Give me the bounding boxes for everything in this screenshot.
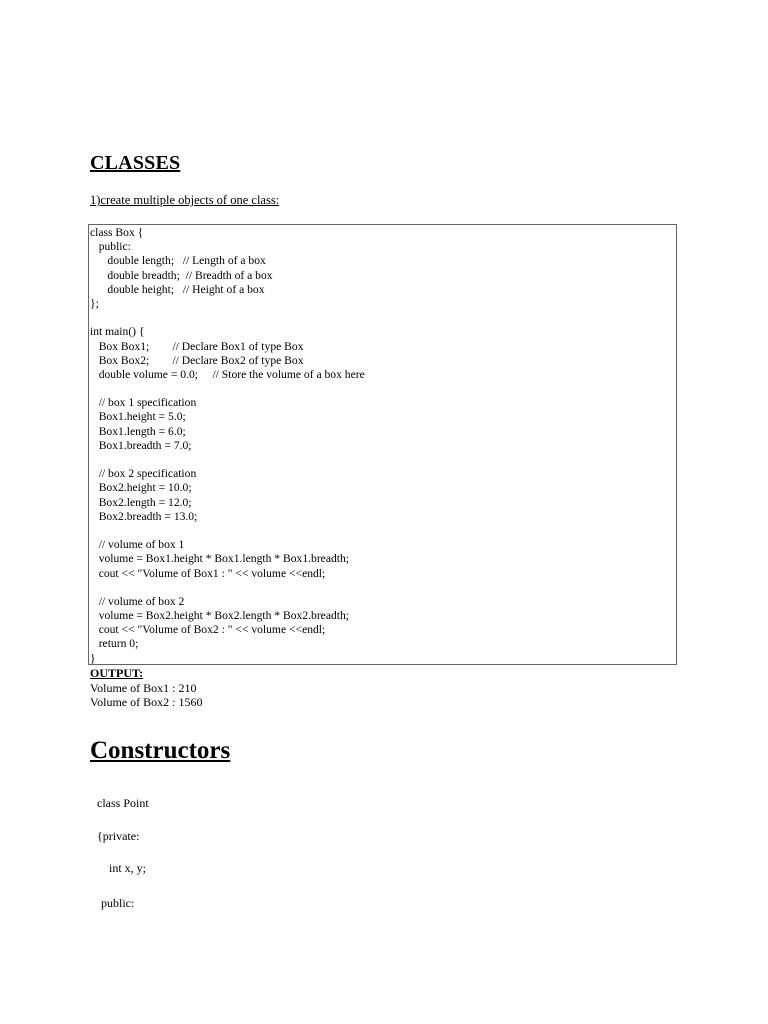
code-line: return 0;	[90, 637, 139, 651]
code-line: cout << "Volume of Box1 : " << volume <<endl;	[90, 566, 326, 580]
code-line: class Box {	[90, 226, 144, 239]
code-line: Box1.height = 5.0;	[90, 410, 186, 424]
code-line: Box Box2; // Declare Box2 of type Box	[90, 353, 304, 367]
constructor-code-line: int x, y;	[109, 861, 147, 875]
code-line: // box 1 specification	[90, 396, 197, 410]
code-line	[90, 453, 676, 467]
code-line: double breadth; // Breadth of a box	[90, 268, 273, 282]
code-line: volume = Box2.height * Box2.length * Box2.breadth;	[90, 609, 350, 623]
code-line: Box Box1; // Declare Box1 of type Box	[90, 339, 304, 353]
output-label: OUTPUT:	[90, 666, 144, 680]
code-line: };	[90, 296, 99, 310]
code-line	[90, 311, 676, 325]
code-line: Box2.length = 12.0;	[90, 495, 192, 509]
classes-subtitle: 1)create multiple objects of one class:	[90, 193, 280, 207]
code-line: Box1.breadth = 7.0;	[90, 438, 192, 452]
code-line	[90, 581, 676, 595]
code-line: // volume of box 1	[90, 538, 185, 552]
constructors-heading: Constructors	[90, 737, 231, 764]
code-line: cout << "Volume of Box2 : " << volume <<endl;	[90, 623, 326, 637]
code-line: public:	[90, 240, 131, 254]
code-line: // box 2 specification	[90, 467, 197, 481]
code-line: Box2.breadth = 13.0;	[90, 509, 198, 523]
constructor-code-line: class Point	[97, 796, 149, 810]
code-line: // volume of box 2	[90, 594, 185, 608]
output-line: Volume of Box1 : 210	[90, 681, 197, 695]
code-line: int main() {	[90, 325, 145, 339]
code-listing-box	[88, 224, 677, 665]
code-line	[90, 524, 676, 538]
code-line: double length; // Length of a box	[90, 254, 266, 268]
output-line: Volume of Box2 : 1560	[90, 695, 203, 709]
code-line: double height; // Height of a box	[90, 282, 265, 296]
code-line	[90, 382, 676, 396]
classes-heading: CLASSES	[90, 152, 181, 174]
code-line: Box2.height = 10.0;	[90, 481, 192, 495]
constructor-code-line: public:	[101, 896, 135, 910]
code-line: Box1.length = 6.0;	[90, 424, 186, 438]
constructor-code-line: {private:	[97, 829, 140, 843]
code-line: }	[90, 651, 96, 665]
code-line: volume = Box1.height * Box1.length * Box1.breadth;	[90, 552, 350, 566]
code-line: double volume = 0.0; // Store the volume of a box here	[90, 367, 365, 381]
